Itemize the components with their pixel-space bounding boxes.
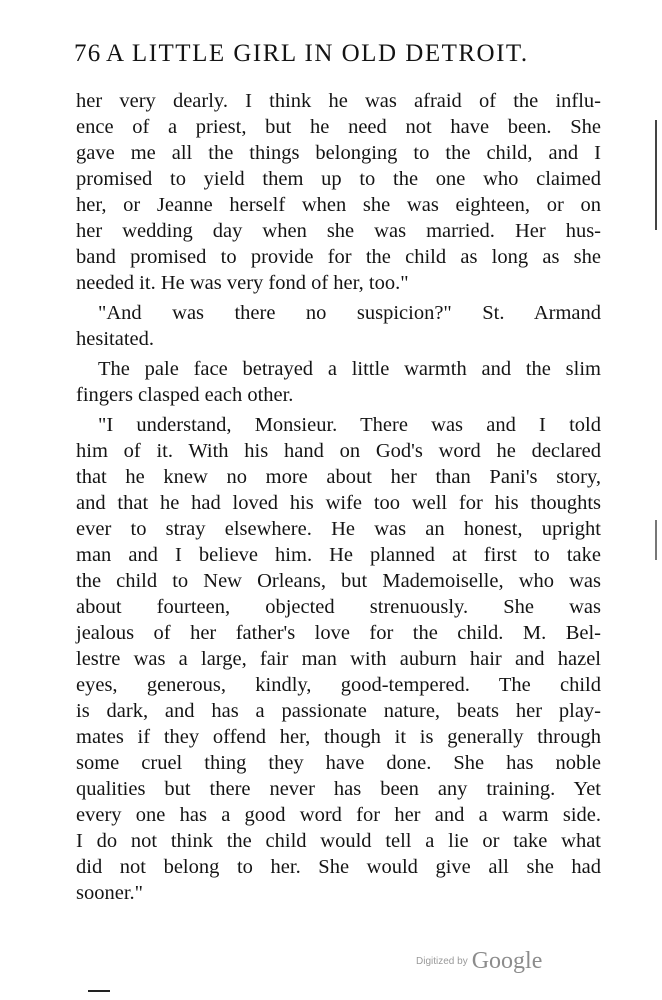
text-line: is dark, and has a passionate nature, beats her play- xyxy=(76,700,601,722)
text-line: lestre was a large, fair man with auburn hair and hazel xyxy=(76,648,601,670)
text-line: eyes, generous, kindly, good-tempered. The child xyxy=(76,674,601,696)
page-edge-mark xyxy=(655,120,657,230)
text-line: "And was there no suspicion?" St. Armand xyxy=(98,302,601,324)
watermark-prefix: Digitized by xyxy=(416,956,468,967)
text-line: qualities but there never has been any training. Yet xyxy=(76,778,601,800)
text-line: I do not think the child would tell a lie or take what xyxy=(76,830,601,852)
text-line: fingers clasped each other. xyxy=(76,384,294,406)
body-text xyxy=(76,88,601,906)
text-line: him of it. With his hand on God's word he declared xyxy=(76,440,601,462)
watermark-brand-logo: Google xyxy=(471,948,543,974)
text-line: about fourteen, objected strenuously. She was xyxy=(76,596,601,618)
text-line: her, or Jeanne herself when she was eighteen, or on xyxy=(76,194,601,216)
text-line: hesitated. xyxy=(76,328,154,350)
page-edge-mark xyxy=(655,520,657,560)
text-line: the child to New Orleans, but Mademoiselle, who was xyxy=(76,570,601,592)
text-line: did not belong to her. She would give all she had xyxy=(76,856,601,878)
text-line: gave me all the things belonging to the child, and I xyxy=(76,142,601,164)
text-line: band promised to provide for the child as long as she xyxy=(76,246,601,268)
text-line: man and I believe him. He planned at first to take xyxy=(76,544,601,566)
footer-mark xyxy=(88,990,110,992)
book-title: A LITTLE GIRL IN OLD DETROIT. xyxy=(106,40,529,67)
text-line: sooner." xyxy=(76,882,144,904)
text-line: needed it. He was very fond of her, too." xyxy=(76,272,409,294)
text-line: promised to yield them up to the one who claimed xyxy=(76,168,601,190)
text-line: The pale face betrayed a little warmth and the slim xyxy=(98,358,601,380)
text-line: mates if they offend her, though it is generally through xyxy=(76,726,601,748)
text-line: ence of a priest, but he need not have been. She xyxy=(76,116,601,138)
text-line: every one has a good word for her and a warm side. xyxy=(76,804,601,826)
running-head xyxy=(74,40,604,74)
text-line: her very dearly. I think he was afraid of the influ- xyxy=(76,90,601,112)
text-line: her wedding day when she was married. Her hus- xyxy=(76,220,601,242)
digitized-watermark xyxy=(416,948,542,978)
page-number: 76 xyxy=(74,40,102,67)
text-line: and that he had loved his wife too well for his thoughts xyxy=(76,492,601,514)
text-line: jealous of her father's love for the child. M. Bel- xyxy=(76,622,601,644)
text-line: that he knew no more about her than Pani's story, xyxy=(76,466,601,488)
text-line: ever to stray elsewhere. He was an honest, upright xyxy=(76,518,601,540)
text-line: "I understand, Monsieur. There was and I told xyxy=(98,414,601,436)
text-line: some cruel thing they have done. She has noble xyxy=(76,752,601,774)
